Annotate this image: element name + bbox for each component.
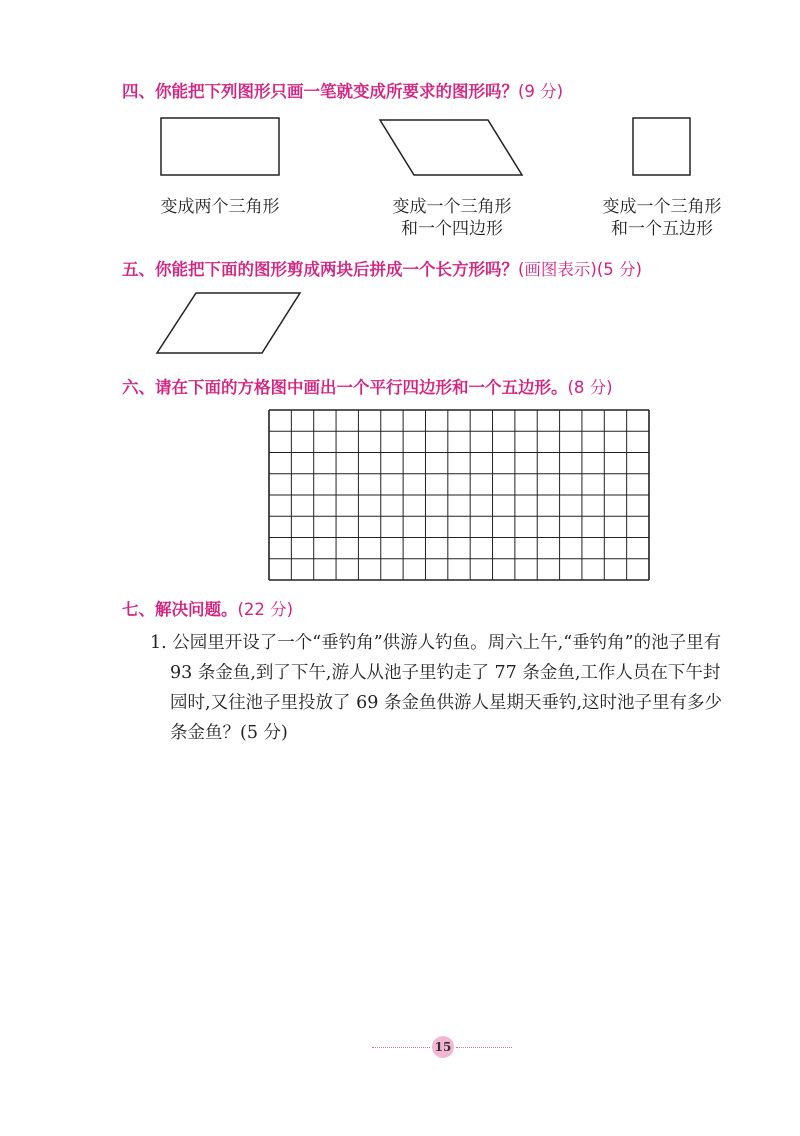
problem-1 <box>150 628 722 748</box>
section-5-title: 五、你能把下面的图形剪成两块后拼成一个长方形吗？ <box>122 260 518 279</box>
square-grid[interactable] <box>268 409 650 585</box>
section-7-heading <box>122 596 293 620</box>
parallelogram-caption-line1: 变成一个三角形 <box>392 197 512 217</box>
problem-1-line1: 1. 公园里开设了一个“垂钓角”供游人钓鱼。周六上午,“垂钓角”的池子里有 <box>150 633 722 653</box>
section-7-title: 七、解决问题。 <box>122 600 238 619</box>
section-7-score: (22 分) <box>237 600 294 619</box>
section-6-title: 六、请在下面的方格图中画出一个平行四边形和一个五边形。 <box>122 378 568 397</box>
parallelogram-caption-line2: 和一个四边形 <box>401 219 503 239</box>
section-5-score: (5 分) <box>596 260 642 279</box>
square-caption-line2: 和一个五边形 <box>611 219 713 239</box>
section-4-title: 四、你能把下列图形只画一笔就变成所要求的图形吗？ <box>122 82 518 101</box>
section-6-score: (8 分) <box>567 378 613 397</box>
cut-parallelogram-shape[interactable] <box>157 293 300 353</box>
problem-1-line4: 条金鱼？(5 分) <box>170 723 288 743</box>
problem-1-line2: 93 条金鱼,到了下午,游人从池子里钓走了 77 条金鱼,工作人员在下午封 <box>170 663 721 683</box>
grid-svg[interactable] <box>268 409 650 581</box>
square-caption-line1: 变成一个三角形 <box>602 197 722 217</box>
rectangle-caption-line1: 变成两个三角形 <box>160 197 280 217</box>
right-dotted-rule <box>456 1047 512 1048</box>
section-5-shape <box>0 0 800 380</box>
left-dotted-rule <box>372 1047 430 1048</box>
page-number: 15 <box>432 1036 454 1058</box>
page-number-footer <box>372 1036 512 1060</box>
section-5-note: (画图表示) <box>518 260 597 279</box>
section-4-score: (9 分) <box>518 82 564 101</box>
problem-1-line3: 园时,又往池子里投放了 69 条金鱼供游人星期天垂钓,这时池子里有多少 <box>170 693 723 713</box>
section-6-heading <box>122 374 613 398</box>
